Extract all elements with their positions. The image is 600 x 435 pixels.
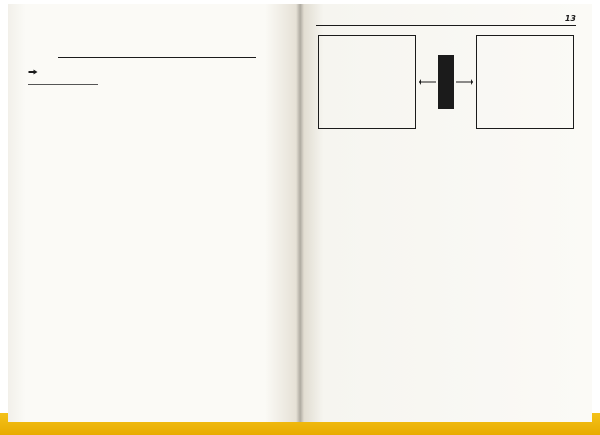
left-page (8, 4, 300, 422)
figure-center-label (438, 55, 454, 109)
title-rule (58, 57, 256, 58)
pointing-hand-icon (28, 67, 38, 77)
footnote-rule (28, 84, 98, 85)
figure-1-1-1 (318, 34, 574, 130)
figure-center (419, 35, 473, 129)
right-page (300, 4, 592, 422)
keywords-block (28, 67, 286, 78)
figure-left-box (318, 35, 416, 129)
book-gutter (296, 4, 304, 422)
running-head (316, 14, 576, 26)
arrow-head-left (419, 79, 421, 85)
page-number: 13 (564, 14, 576, 23)
figure-right-box (476, 35, 574, 129)
arrow-head-right (471, 79, 473, 85)
